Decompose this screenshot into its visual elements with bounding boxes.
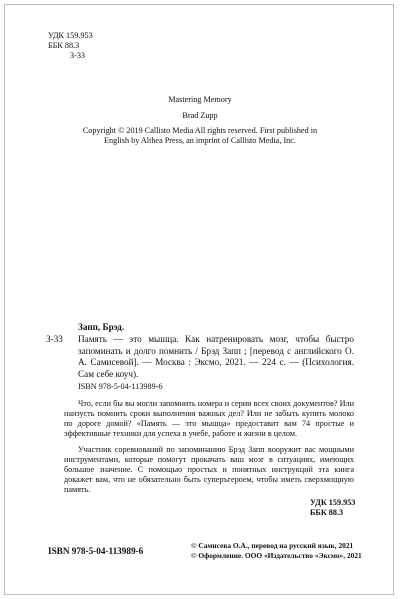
footer-isbn: ISBN 978-5-04-113989-6: [48, 546, 144, 556]
card-udk: УДК 159.953: [310, 498, 356, 507]
catalog-author-mark: З-33: [46, 334, 63, 344]
catalog-heading: Запп, Брэд.: [78, 322, 125, 332]
card-bbk: ББК 88.3: [310, 508, 344, 517]
original-copyright: Copyright © 2019 Callisto Media All rights reserved. First published in English by Althea Press, an imprint of Callisto Media, Inc.: [82, 126, 318, 145]
catalog-description: [78, 334, 354, 380]
original-author: Brad Zupp: [182, 111, 218, 120]
translation-copyright: © Самисева О.А., перевод на русский язык, 2021: [191, 541, 354, 550]
catalog-description-text: Память — это мышца. Как натренировать мозг, чтобы быстро запоминать и долго помнить / Брэд Запп ; [перевод с английского О. А. Самисевой]. — Москва : Эксмо, 2021. — 224 с. — (Психология. Сам себе коуч).: [78, 334, 354, 379]
annotation: [64, 399, 354, 495]
author-mark: З-33: [70, 51, 86, 60]
annotation-paragraph-2: Участник соревнований по запоминанию Брэд Запп вооружит вас мощными инструментами, которые помогут прокачать ваш мозг в ситуациях, имеющих большое значение. С помощью простых и понятных инструкций эта книга докажет вам, что не обязательно быть суперъгероем, чтобы иметь сверхмощную память.: [64, 445, 354, 494]
udk-code: УДК 159.953: [48, 31, 93, 40]
annotation-paragraph-1: Что, если бы вы могли запомнить номера и серии всех своих документов? Или наизусть помнить сроки выполнения важных дел? Или не забыть купить молоко по дороге домой? «Память — это мышца» предоставит вам 74 простые и эффективные техники для успеха в учебе, работе и жизни в целом.: [64, 399, 354, 438]
bbk-code: ББК 88.3: [48, 41, 80, 50]
design-copyright: © Оформление. ООО «Издательство «Эксмо», 2021: [191, 551, 362, 560]
catalog-isbn: ISBN 978-5-04-113989-6: [78, 382, 163, 391]
original-title: Mastering Memory: [168, 95, 232, 104]
